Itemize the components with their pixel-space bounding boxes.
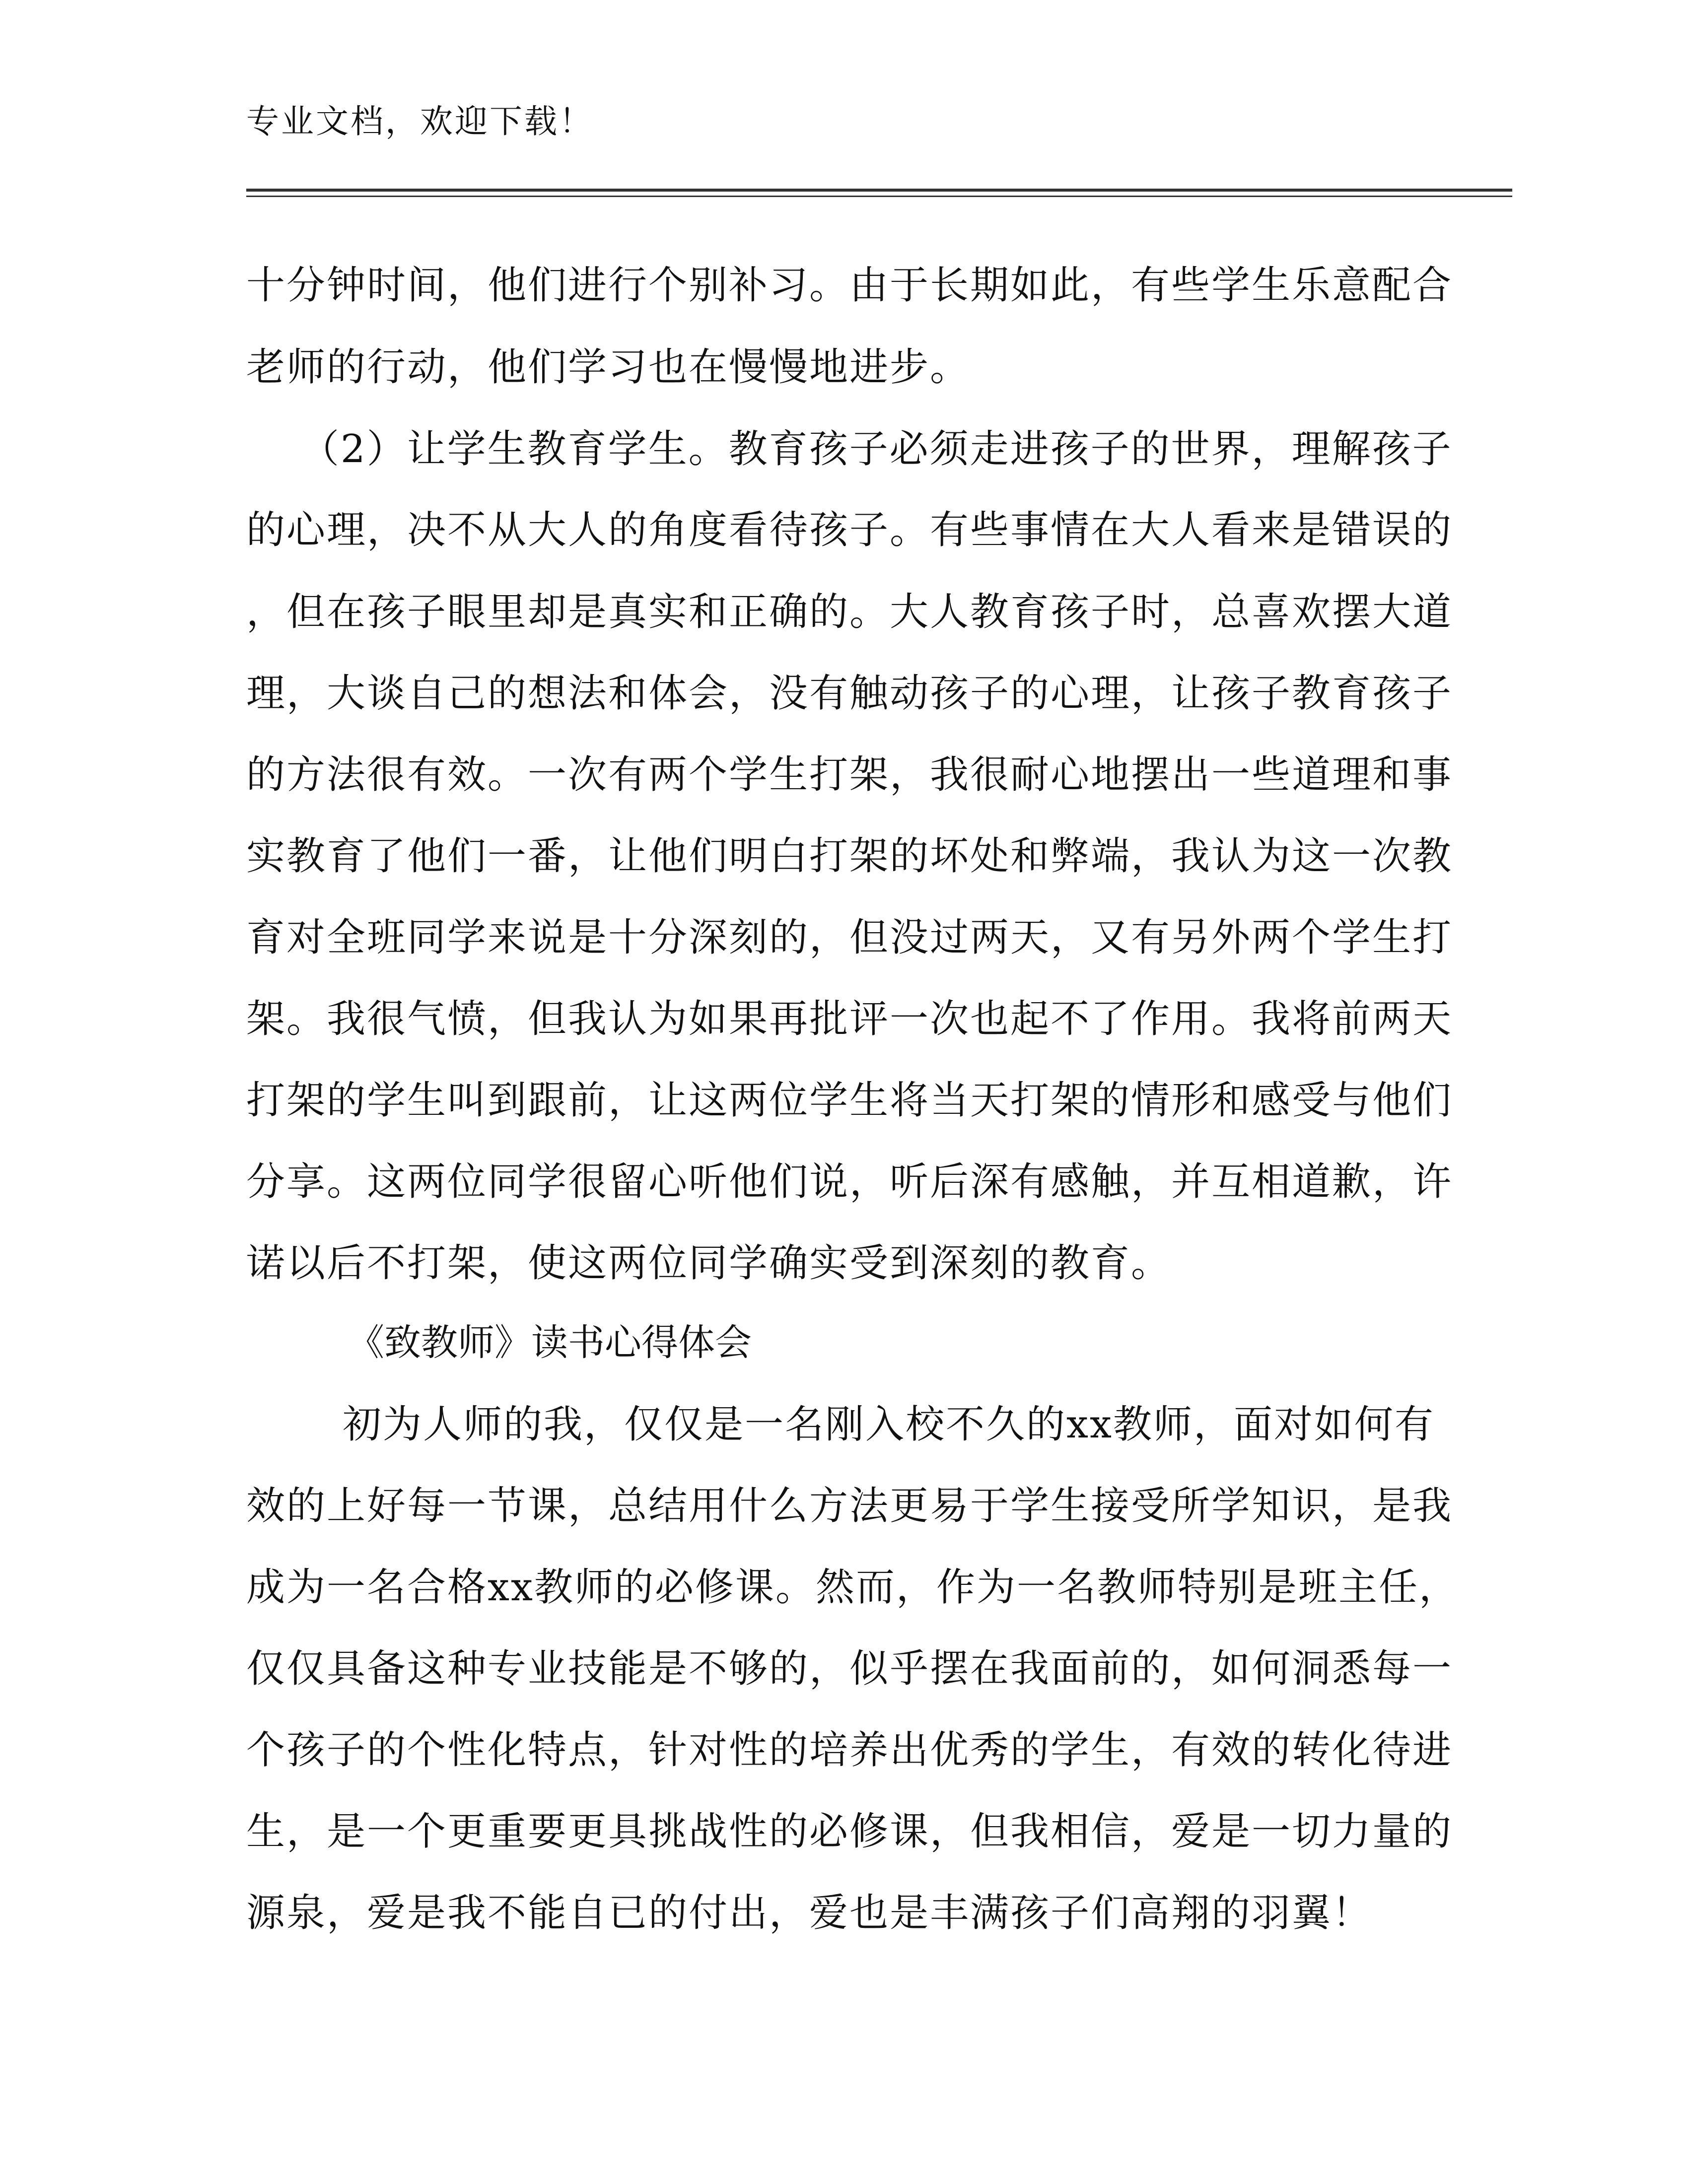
paragraph-line: 个孩子的个性化特点，针对性的培养出优秀的学生，有效的转化待进 (246, 1728, 1453, 1773)
paragraph-line: 育对全班同学来说是十分深刻的，但没过两天，又有另外两个学生打 (246, 915, 1453, 960)
paragraph-line: 效的上好每一节课，总结用什么方法更易于学生接受所学知识，是我 (246, 1484, 1453, 1528)
paragraph-line: 生，是一个更重要更具挑战性的必修课，但我相信，爱是一切力量的 (246, 1809, 1453, 1854)
section-title: 《致教师》读书心得体会 (348, 1321, 752, 1364)
paragraph-line: 十分钟时间，他们进行个别补习。由于长期如此，有些学生乐意配合 (246, 263, 1453, 308)
paragraph-line: 初为人师的我，仅仅是一名刚入校不久的xx教师，面对如何有 (343, 1402, 1435, 1447)
paragraph-line: （2）让学生教育学生。教育孩子必须走进孩子的世界，理解孩子 (300, 427, 1453, 472)
header-rule-thick (246, 189, 1512, 192)
paragraph-line: 的心理，决不从大人的角度看待孩子。有些事情在大人看来是错误的 (246, 508, 1453, 552)
paragraph-line: 仅仅具备这种专业技能是不够的，似乎摆在我面前的，如何洞悉每一 (246, 1646, 1453, 1691)
paragraph-line: 老师的行动，他们学习也在慢慢地进步。 (246, 345, 971, 390)
paragraph-line: 打架的学生叫到跟前，让这两位学生将当天打架的情形和感受与他们 (246, 1078, 1453, 1123)
paragraph-line: 的方法很有效。一次有两个学生打架，我很耐心地摆出一些道理和事 (246, 752, 1453, 797)
paragraph-line: 诺以后不打架，使这两位同学确实受到深刻的教育。 (246, 1241, 1172, 1286)
paragraph-line: 架。我很气愤，但我认为如果再批评一次也起不了作用。我将前两天 (246, 997, 1453, 1041)
paragraph-line: 源泉，爱是我不能自已的付出，爱也是丰满孩子们高翔的羽翼！ (246, 1891, 1373, 1935)
header-rule-thin (246, 196, 1512, 197)
paragraph-line: 分享。这两位同学很留心听他们说，听后深有感触，并互相道歉，许 (246, 1160, 1453, 1204)
page-header-text: 专业文档，欢迎下载！ (246, 102, 594, 140)
paragraph-line: 理，大谈自己的想法和体会，没有触动孩子的心理，让孩子教育孩子 (246, 671, 1453, 716)
paragraph-line: 实教育了他们一番，让他们明白打架的坏处和弊端，我认为这一次教 (246, 834, 1453, 879)
paragraph-line: 成为一名合格xx教师的必修课。然而，作为一名教师特别是班主任， (246, 1565, 1459, 1610)
paragraph-line: ，但在孩子眼里却是真实和正确的。大人教育孩子时，总喜欢摆大道 (246, 590, 1453, 634)
